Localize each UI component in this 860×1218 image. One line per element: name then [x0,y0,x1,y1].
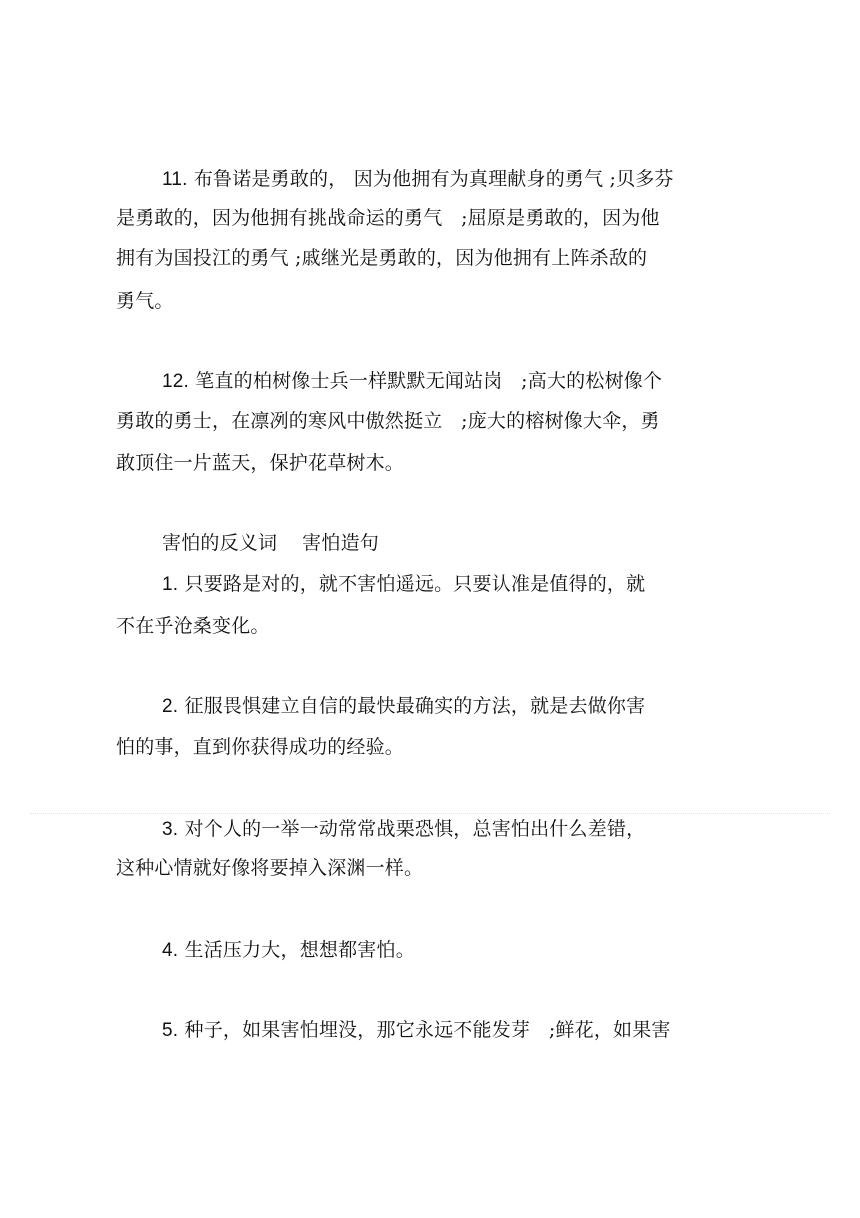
item-5-text-1: 种子，如果害怕埋没，那它永远不能发芽 ;鲜花，如果害 [184,1019,671,1041]
item-3-line-2: 这种心情就好像将要掉入深渊一样。 [116,857,424,879]
paragraph-12-line-2: 勇敢的勇士，在凛冽的寒风中傲然挺立 ;庞大的榕树像大伞，勇 [116,410,660,432]
item-1-number: 1. [162,574,179,595]
item-5-line-1 [162,1018,671,1043]
item-5-number: 5. [162,1020,179,1041]
item-4-text-1: 生活压力大，想想都害怕。 [184,939,415,961]
paragraph-11-line-3: 拥有为国投江的勇气 ;戚继光是勇敢的，因为他拥有上阵杀敌的 [116,247,648,269]
paragraph-11-text-1: 布鲁诺是勇敢的， 因为他拥有为真理献身的勇气 ;贝多芬 [193,168,674,190]
item-2-line-2: 怕的事，直到你获得成功的经验。 [116,736,405,758]
item-2-text-1: 征服畏惧建立自信的最快最确实的方法，就是去做你害 [184,695,646,717]
item-1-line-2: 不在乎沧桑变化。 [116,615,270,637]
item-1-text-1: 只要路是对的，就不害怕遥远。只要认准是值得的，就 [184,573,646,595]
paragraph-12-line-3: 敢顶住一片蓝天，保护花草树木。 [116,452,405,474]
paragraph-11-number: 11. [162,169,188,190]
paragraph-12-line-1 [162,369,662,394]
item-3-text-1: 对个人的一举一动常常战栗恐惧，总害怕出什么差错， [184,818,646,840]
antonym-heading: 害怕的反义词 [162,532,278,554]
sentence-heading: 害怕造句 [302,532,379,554]
item-4-number: 4. [162,940,179,961]
item-3-line-1 [162,817,645,842]
paragraph-11-line-2: 是勇敢的，因为他拥有挑战命运的勇气 ;屈原是勇敢的，因为他 [116,207,660,229]
paragraph-12-text-1: 笔直的柏树像士兵一样默默无闻站岗 ;高大的松树像个 [195,370,663,392]
item-2-line-1 [162,694,645,719]
paragraph-11-line-1 [162,167,674,192]
paragraph-12-number: 12. [162,371,190,392]
paragraph-11-line-4: 勇气。 [116,290,174,312]
section-heading [162,531,379,555]
item-3-number: 3. [162,819,179,840]
page-divider [30,813,830,814]
item-1-line-1 [162,572,645,597]
item-4-line-1 [162,938,415,963]
item-2-number: 2. [162,696,179,717]
